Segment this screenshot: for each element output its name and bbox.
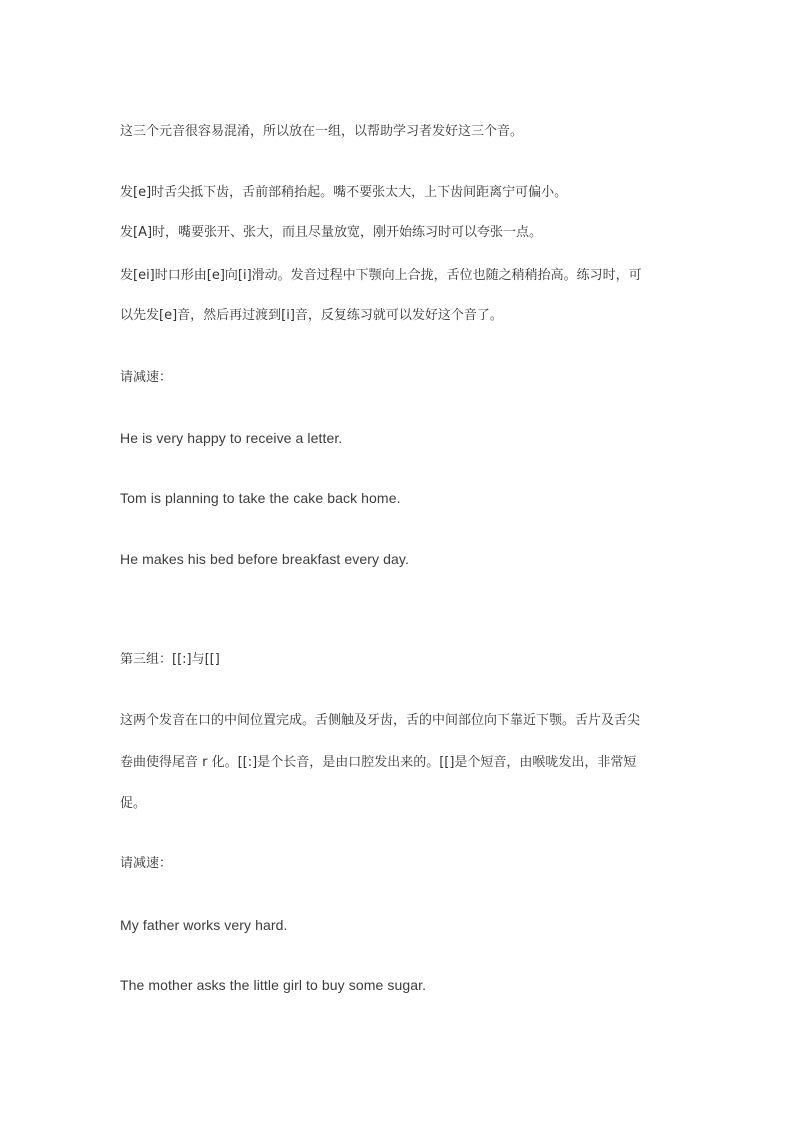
ei-sound-description-line-2: 以先发[e]音，然后再过渡到[i]音，反复练习就可以发好这个音了。	[120, 308, 503, 323]
group-three-description-line-2: 卷曲使得尾音 r 化。[[:]是个长音，是由口腔发出来的。[[]是个短音，由喉咙发出，非常短	[120, 755, 637, 770]
e-sound-description: 发[e]时舌尖抵下齿，舌前部稍抬起。嘴不要张太大，上下齿间距离宁可偏小。	[120, 185, 568, 200]
group-three-description-line-1: 这两个发音在口的中间位置完成。舌侧触及牙齿，舌的中间部位向下靠近下颚。舌片及舌尖	[120, 713, 641, 728]
practice-sentence: My father works very hard.	[120, 917, 288, 933]
practice-sentence: He is very happy to receive a letter.	[120, 430, 343, 446]
practice-heading-2: 请减速：	[120, 856, 173, 871]
ei-sound-description-line-1: 发[ei]时口形由[e]向[i]滑动。发音过程中下颚向上合拢，舌位也随之稍稍抬高。练习时，可	[120, 268, 642, 283]
intro-paragraph: 这三个元音很容易混淆，所以放在一组，以帮助学习者发好这三个音。	[120, 124, 524, 139]
group-three-description-line-3: 促。	[120, 796, 147, 811]
group-three-heading: 第三组：[[:]与[[]	[120, 652, 220, 667]
practice-heading-1: 请减速：	[120, 370, 173, 385]
practice-sentence: Tom is planning to take the cake back home.	[120, 490, 401, 506]
a-sound-description: 发[A]时，嘴要张开、张大，而且尽量放宽，刚开始练习时可以夸张一点。	[120, 225, 543, 240]
practice-sentence: The mother asks the little girl to buy some sugar.	[120, 977, 427, 993]
practice-sentence: He makes his bed before breakfast every day.	[120, 551, 409, 567]
